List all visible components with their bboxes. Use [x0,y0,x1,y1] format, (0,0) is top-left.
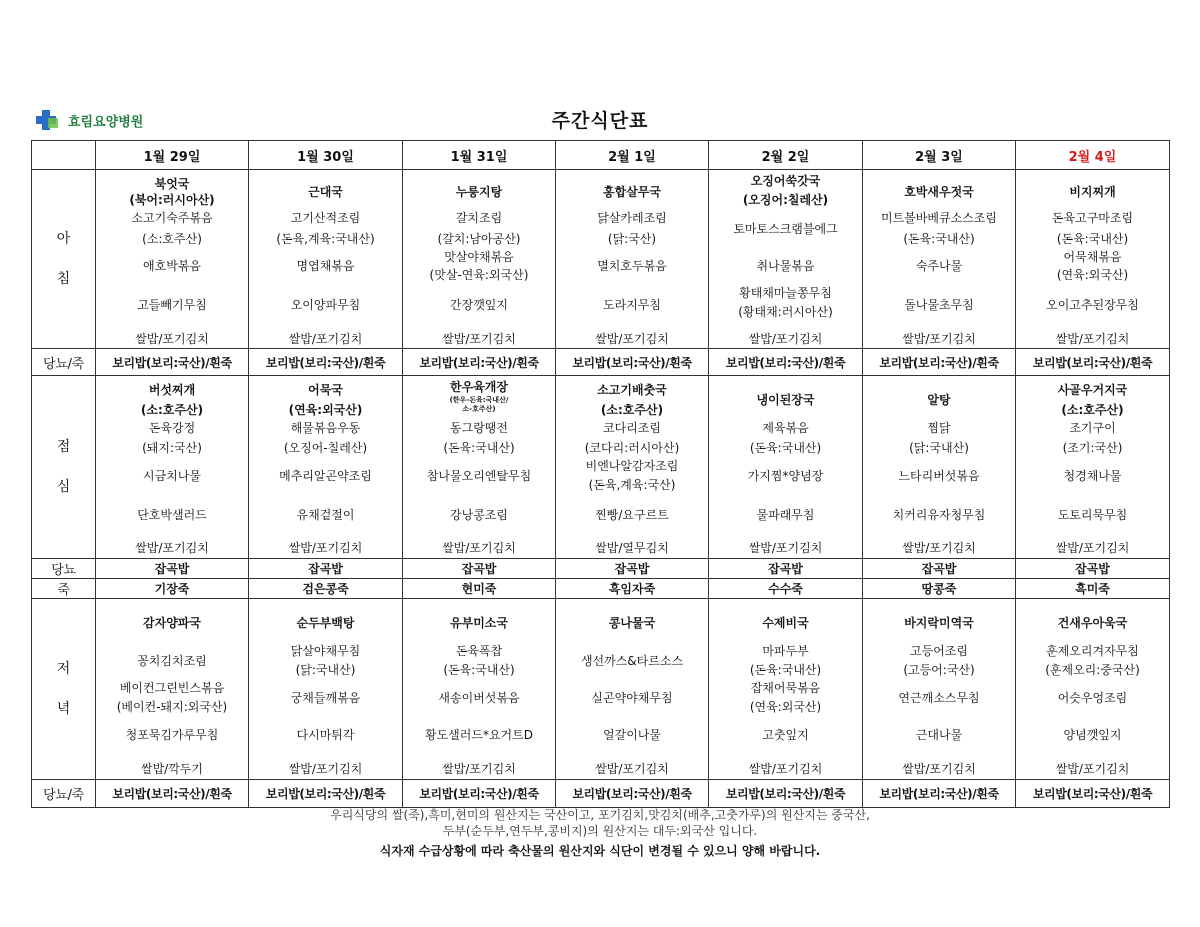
corner-cell [32,141,96,170]
menu-item: 쌀밥/포기김치 [595,762,669,776]
menu-item: (훈제오리:중국산) [1045,663,1140,677]
lunch-diabetic-cell: 잡곡밥 [556,559,709,579]
menu-item: 궁채들깨볶음 [290,691,361,705]
menu-item: (돈육:국내산) [749,663,822,677]
dinner-gruel-cell: 보리밥(보리:국산)/흰죽 [1016,780,1170,808]
menu-item: 청경채나물 [1063,469,1122,483]
dinner-menu-cell [249,599,403,780]
soup-name: (소:호주산) [1061,403,1124,417]
menu-item: (조기:국산) [1062,441,1123,455]
menu-item: 얼갈이나물 [603,728,661,742]
lunch-gruel-cell: 수수죽 [709,579,863,599]
menu-item: 미트볼바베큐소스조림 [881,211,997,225]
menu-item: (돈육:국내산) [749,441,822,455]
dinner-gruel-label: 당뇨/죽 [32,780,96,808]
dinner-menu-cell [863,599,1016,780]
menu-item: 쌀밥/포기김치 [902,541,976,555]
menu-item: (닭:국산) [607,232,657,246]
day-header: 2월 1일 [556,141,709,170]
menu-item: 돌나물초무침 [904,298,974,312]
menu-item: (황태채:러시아산) [738,305,833,319]
menu-item: 쌀밥/포기김치 [748,332,823,346]
menu-item: 동그랑땡전 [450,421,508,435]
soup-name: 사골우거지국 [1057,383,1128,397]
menu-item: 쌀밥/포기김치 [1055,541,1130,555]
lunch-menu-cell [96,376,249,559]
menu-item: 황태채마늘쫑무침 [739,286,832,300]
day-header: 1월 30일 [249,141,403,170]
menu-item: 가지찜*양념장 [747,469,824,483]
menu-item: (돈육:국내산) [903,232,975,246]
soup-name: 소고기배춧국 [597,383,667,397]
soup-name: 북엇국 [154,177,190,191]
dinner-label [32,599,96,780]
menu-item: 코다리조림 [603,421,661,435]
breakfast-menu-cell [709,170,863,349]
notes-line-1: 우리식당의 쌀(죽),흑미,현미의 원산지는 국산이고, 포기김치,맛김치(배추,고춧가루)의 원산지는 중국산, [330,808,870,822]
menu-item: 조기구이 [1069,421,1116,435]
breakfast-label [32,170,96,349]
lunch-gruel-cell: 기장죽 [96,579,249,599]
menu-item: 토마토스크램블에그 [733,222,838,236]
lunch-gruel-cell: 흑미죽 [1016,579,1170,599]
dinner-label-char: 저 [56,660,71,677]
soup-name: (소:호주산) [140,403,204,417]
lunch-label-char: 심 [56,479,71,495]
breakfast-gruel-cell: 보리밥(보리:국산)/흰죽 [96,349,249,376]
menu-item: 쌀밥/포기김치 [442,541,516,555]
menu-item: (연육:외국산) [1056,268,1129,282]
dinner-row [32,599,1170,780]
menu-item: 근대나물 [915,728,963,742]
menu-item: 쌀밥/깍두기 [140,762,203,776]
menu-item: 쌀밥/포기김치 [135,541,209,555]
breakfast-menu-cell [556,170,709,349]
menu-item: 갈치조림 [455,211,503,225]
menu-item: 쌀밥/포기김치 [902,762,976,776]
lunch-menu-cell [403,376,556,559]
lunch-label-char: 점 [56,438,71,455]
lunch-gruel-cell: 현미죽 [403,579,556,599]
soup-name: (한우-돈육:국내산/ [449,396,509,404]
menu-item: 쌀밥/포기김치 [1055,332,1130,346]
breakfast-menu-cell [249,170,403,349]
dinner-menu-cell [403,599,556,780]
lunch-diabetic-cell: 잡곡밥 [709,559,863,579]
menu-item: 오이고추된장무침 [1046,298,1139,312]
menu-item: 쌀밥/포기김치 [1055,762,1130,776]
lunch-menu-cell [709,376,863,559]
soup-name: 순두부백탕 [296,616,355,630]
lunch-menu-cell [863,376,1016,559]
dinner-gruel-cell: 보리밥(보리:국산)/흰죽 [709,780,863,808]
breakfast-menu-cell [863,170,1016,349]
dinner-menu-cell [1016,599,1170,780]
notes-line-2: 두부(순두부,연두부,콩비지)의 원산지는 대두:외국산 입니다. [442,824,758,838]
soup-name: 누룽지탕 [455,185,503,199]
breakfast-menu-cell [1016,170,1170,349]
menu-item: 단호박샐러드 [137,508,207,522]
soup-name: 수제비국 [762,616,809,630]
origin-notes [0,807,1200,859]
dinner-label-char: 녁 [56,701,71,717]
lunch-diabetic-cell: 잡곡밥 [403,559,556,579]
soup-name: (북어:러시아산) [129,193,215,207]
menu-item: 쌀밥/포기김치 [288,762,363,776]
dinner-gruel-cell: 보리밥(보리:국산)/흰죽 [863,780,1016,808]
lunch-row [32,376,1170,559]
soup-name: 유부미소국 [450,616,508,630]
lunch-gruel-cell: 검은콩죽 [249,579,403,599]
menu-item: 양념깻잎지 [1063,728,1122,742]
soup-name: (연육:외국산) [288,403,363,417]
lunch-diabetic-label: 당뇨 [32,559,96,579]
lunch-diabetic-cell: 잡곡밥 [1016,559,1170,579]
menu-item: 돈육강정 [148,421,196,435]
dinner-gruel-cell: 보리밥(보리:국산)/흰죽 [96,780,249,808]
soup-name: 콩나물국 [608,616,656,630]
menu-item: 치커리유자청무침 [892,508,986,522]
breakfast-row [32,170,1170,349]
menu-item: 물파래무침 [756,508,815,522]
menu-item: 비엔나알감자조림 [585,459,679,473]
menu-item: 쌀밥/포기김치 [902,332,976,346]
menu-item: 소고기숙주볶음 [131,211,213,225]
menu-item: 닭살카레조림 [597,211,667,225]
lunch-gruel-label: 죽 [32,579,96,599]
hospital-name: 효림요양병원 [68,114,144,130]
menu-item: 생선까스&타르소스 [580,654,684,668]
menu-item: 도라지무침 [603,298,661,312]
breakfast-gruel-cell: 보리밥(보리:국산)/흰죽 [709,349,863,376]
breakfast-gruel-row [32,349,1170,376]
soup-name: 바지락미역국 [904,616,974,630]
menu-item: (돼지:국산) [142,441,202,455]
menu-item: 해물볶음우동 [290,421,361,435]
menu-item: 시금치나물 [143,469,201,483]
menu-item: 청포묵김가루무침 [125,728,219,742]
menu-item: 쌀밥/포기김치 [595,332,669,346]
dinner-gruel-cell: 보리밥(보리:국산)/흰죽 [556,780,709,808]
menu-item: 닭살야채무침 [290,644,361,658]
dinner-gruel-cell: 보리밥(보리:국산)/흰죽 [249,780,403,808]
breakfast-label-char: 아 [56,230,71,247]
menu-item: 간장깻잎지 [450,298,508,312]
menu-item: 쌀밥/포기김치 [135,332,209,346]
menu-item: (코다리:러시아산) [584,441,680,455]
lunch-gruel-row [32,579,1170,599]
breakfast-gruel-label: 당뇨/죽 [32,349,96,376]
soup-name: 알탕 [927,393,951,407]
menu-item: 도토리묵무침 [1057,508,1128,522]
soup-name: 감자양파국 [143,616,201,630]
soup-name: 호박새우젓국 [904,185,974,199]
menu-item: 제육볶음 [762,421,809,435]
menu-item: 쌀밥/포기김치 [748,762,823,776]
menu-item: 쌀밥/포기김치 [288,332,363,346]
menu-item: 쌀밥/포기김치 [288,541,363,555]
weekly-menu-table [31,140,1170,808]
soup-name: 어묵국 [308,383,343,397]
lunch-gruel-cell: 땅콩죽 [863,579,1016,599]
menu-item: 쌀밥/포기김치 [442,332,516,346]
lunch-diabetic-row [32,559,1170,579]
soup-name: (소:호주산) [600,403,664,417]
menu-item: (고등어:국산) [903,663,975,677]
menu-item: (돈육,계육:국내산) [276,232,375,246]
day-header: 2월 4일 [1016,141,1170,170]
menu-item: (연육:외국산) [749,700,822,714]
menu-item: 돈육폭찹 [455,644,503,658]
menu-item: 고들빼기무침 [137,298,207,312]
soup-name: 한우육개장 [450,380,508,394]
menu-item: 숙주나물 [915,259,963,273]
menu-item: (맛살-연육:외국산) [429,268,529,282]
breakfast-label-char: 침 [56,271,71,287]
menu-item: 오이양파무침 [290,298,361,312]
dinner-menu-cell [96,599,249,780]
lunch-diabetic-cell: 잡곡밥 [863,559,1016,579]
menu-item: 애호박볶음 [143,259,201,273]
menu-item: 마파두부 [762,644,809,658]
breakfast-menu-cell [403,170,556,349]
dinner-gruel-cell: 보리밥(보리:국산)/흰죽 [403,780,556,808]
lunch-label [32,376,96,559]
menu-item: 메추리알곤약조림 [279,469,372,483]
breakfast-gruel-cell: 보리밥(보리:국산)/흰죽 [863,349,1016,376]
lunch-menu-cell [556,376,709,559]
menu-item: 실곤약야채무침 [591,691,673,705]
menu-item: 찐빵/요구르트 [595,508,669,522]
breakfast-gruel-cell: 보리밥(보리:국산)/흰죽 [249,349,403,376]
day-header: 1월 29일 [96,141,249,170]
menu-item: 명엽채볶음 [296,259,355,273]
menu-item: 쌀밥/포기김치 [748,541,823,555]
soup-name: (오징어:칠레산) [742,193,829,207]
menu-item: 연근깨소스무침 [898,691,980,705]
menu-item: (소:호주산) [142,232,202,246]
menu-item: (돈육:국내산) [1056,232,1129,246]
menu-item: 다시마튀각 [296,728,355,742]
dinner-gruel-row [32,780,1170,808]
menu-item: 맛살야채볶음 [444,250,514,264]
menu-item: 고기산적조림 [290,211,361,225]
menu-item: (돈육:국내산) [443,441,515,455]
menu-item: (갈치:남아공산) [437,232,521,246]
soup-name: 냉이된장국 [756,393,815,407]
menu-item: 찜닭 [927,421,951,435]
day-header: 1월 31일 [403,141,556,170]
menu-item: 새송이버섯볶음 [438,691,520,705]
menu-item: 강낭콩조림 [450,508,508,522]
soup-name: 근대국 [308,185,343,199]
menu-item: (닭:국내산) [909,441,969,455]
menu-item: (닭:국내산) [295,663,356,677]
menu-item: 멸치호두볶음 [597,259,667,273]
menu-item: (돈육:국내산) [443,663,515,677]
lunch-menu-cell [1016,376,1170,559]
menu-item: 쌀밥/포기김치 [442,762,516,776]
page-title: 주간식단표 [551,110,649,132]
menu-item: 돈육고구마조림 [1051,211,1134,225]
header-row [32,141,1170,170]
menu-item: 어묵채볶음 [1063,250,1122,264]
menu-item: 고등어조림 [910,644,968,658]
menu-item: 잡채어묵볶음 [750,681,821,695]
menu-item: (돈육,계육:국산) [588,478,676,492]
menu-item: 꽁치김치조림 [137,654,207,668]
soup-name: 소-호주산) [462,405,496,413]
day-header: 2월 3일 [863,141,1016,170]
breakfast-gruel-cell: 보리밥(보리:국산)/흰죽 [556,349,709,376]
breakfast-gruel-cell: 보리밥(보리:국산)/흰죽 [1016,349,1170,376]
lunch-diabetic-cell: 잡곡밥 [96,559,249,579]
menu-item: 황도샐러드*요거트D [425,728,533,742]
dinner-menu-cell [556,599,709,780]
lunch-diabetic-cell: 잡곡밥 [249,559,403,579]
menu-item: 유채겉절이 [296,508,355,522]
menu-item: 취나물볶음 [756,259,815,273]
menu-item: 베이컨그린빈스볶음 [119,681,225,695]
menu-item: 어슷우엉조림 [1057,691,1128,705]
day-header: 2월 2일 [709,141,863,170]
menu-item: (베이컨-돼지:외국산) [116,700,228,714]
soup-name: 버섯찌개 [148,383,196,397]
menu-item: 참나물오리엔탈무침 [426,469,532,483]
menu-item: 쌀밥/열무김치 [595,541,669,555]
soup-name: 건새우아욱국 [1057,616,1128,630]
soup-name: 비지찌개 [1069,185,1116,199]
menu-item: (오징어-칠레산) [283,441,368,455]
soup-name: 오징어쑥갓국 [750,174,821,188]
lunch-gruel-cell: 흑임자죽 [556,579,709,599]
breakfast-menu-cell [96,170,249,349]
soup-name: 홍합살무국 [603,185,661,199]
dinner-menu-cell [709,599,863,780]
notes-notice: 식자재 수급상황에 따라 축산물의 원산지와 식단이 변경될 수 있으니 양해 바랍니다. [379,844,821,858]
menu-item: 느타리버섯볶음 [898,469,980,483]
breakfast-gruel-cell: 보리밥(보리:국산)/흰죽 [403,349,556,376]
menu-item: 고춧잎지 [762,728,809,742]
lunch-menu-cell [249,376,403,559]
menu-item: 훈제오리겨자무침 [1046,644,1139,658]
